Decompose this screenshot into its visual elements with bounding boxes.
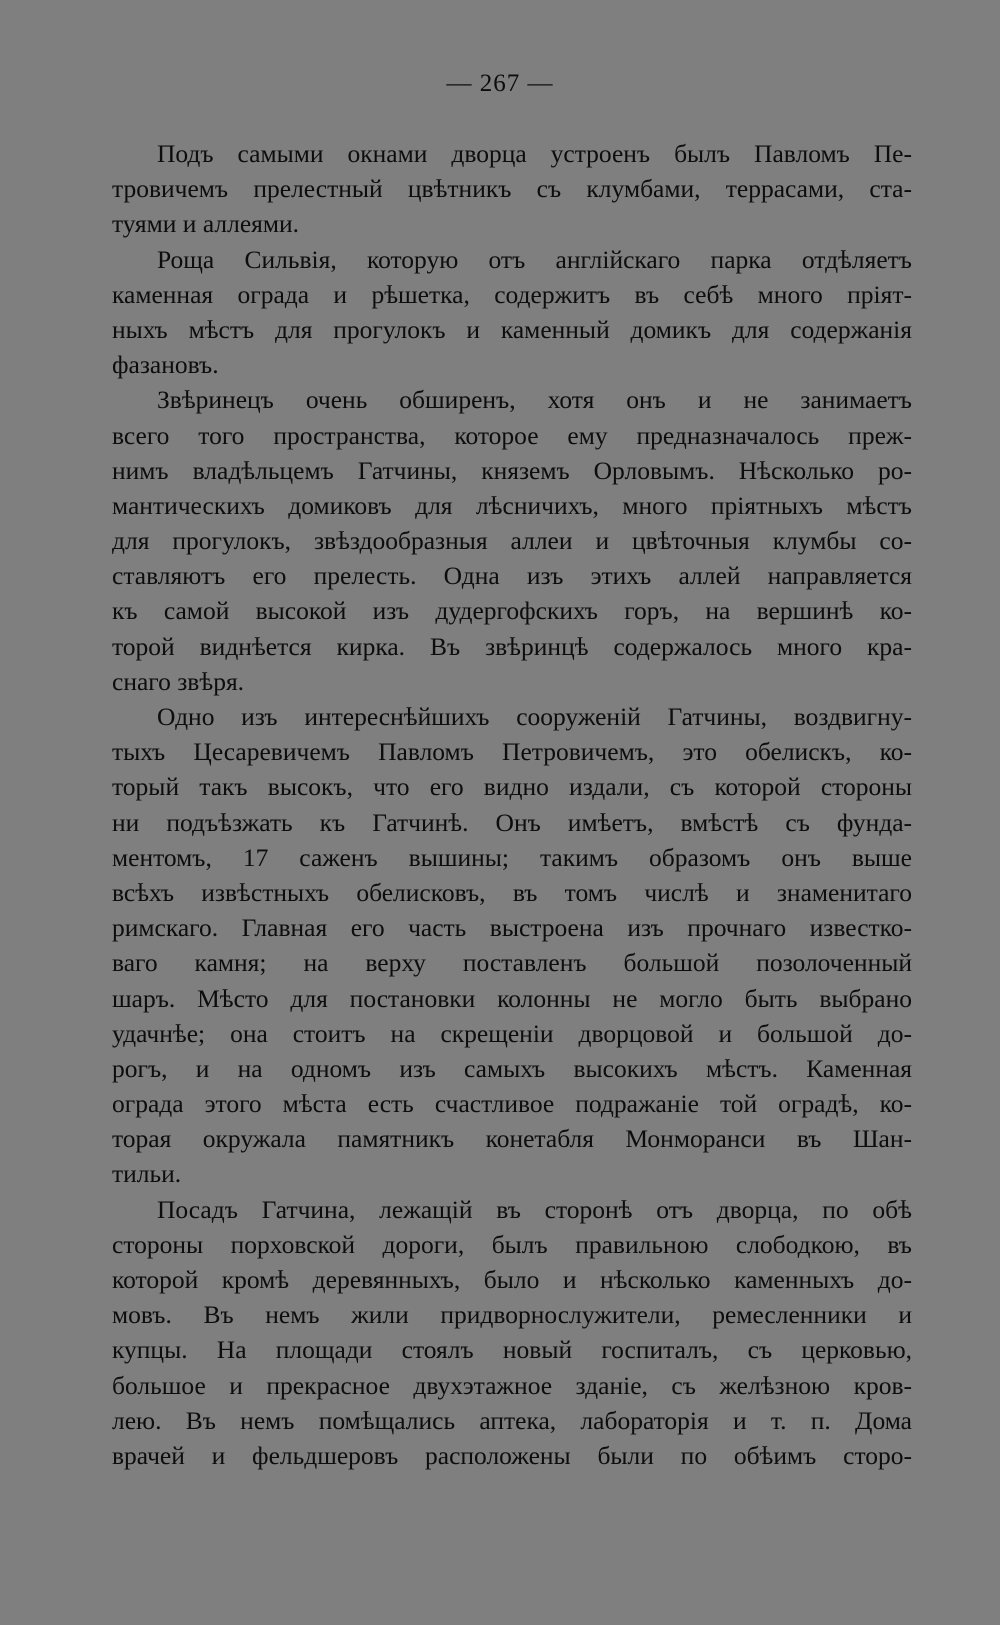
text-line: торый такъ высокъ, что его видно издали, съ которой стороны [112,772,912,802]
text-line: мовъ. Въ немъ жили придворнослужители, ремесленники и [112,1300,912,1330]
text-line: тыхъ Цесаревичемъ Павломъ Петровичемъ, это обелискъ, ко- [112,737,912,767]
text-line: туями и аллеями. [112,209,300,239]
text-line: удачнѣе; она стоитъ на скрещеніи дворцовой и большой до- [112,1018,912,1048]
text-line: снаго звѣря. [112,666,245,696]
text-line: тровичемъ прелестный цвѣтникъ съ клумбами, террасами, ста- [112,174,912,204]
body-text [112,136,912,1473]
text-line: лею. Въ немъ помѣщались аптека, лабораторія и т. п. Дома [112,1405,912,1435]
text-line: ныхъ мѣстъ для прогулокъ и каменный домикъ для содержанія [112,314,912,344]
text-line: Звѣринецъ очень обширенъ, хотя онъ и не занимаетъ [157,385,912,415]
text-line: рогъ, и на одномъ изъ самыхъ высокихъ мѣстъ. Каменная [112,1053,912,1083]
text-line: ментомъ, 17 саженъ вышины; такимъ образомъ онъ выше [112,842,912,872]
text-line: торой виднѣется кирка. Въ звѣринцѣ содержалось много кра- [112,631,912,661]
paragraph [112,242,912,383]
text-line: Роща Сильвія, которую отъ англійскаго парка отдѣляетъ [157,244,912,274]
text-line: которой кромѣ деревянныхъ, было и нѣсколько каменныхъ до- [112,1265,912,1294]
text-line: ставляютъ его прелесть. Одна изъ этихъ аллей направляется [112,561,912,591]
text-line: ваго камня; на верху поставленъ большой позолоченный [112,948,912,978]
text-line: купцы. На площади стоялъ новый госпиталъ, съ церковью, [112,1335,912,1365]
text-line: мантическихъ домиковъ для лѣсничихъ, много пріятныхъ мѣстъ [112,490,912,520]
text-line: римскаго. Главная его часть выстроена изъ прочнаго известко- [112,913,912,943]
text-line: Одно изъ интереснѣйшихъ сооруженій Гатчины, воздвигну- [157,702,912,731]
text-line: шаръ. Мѣсто для постановки колонны не могло быть выбрано [112,983,912,1013]
text-line: къ самой высокой изъ дудергофскихъ горъ, на вершинѣ ко- [112,596,912,626]
text-line: всѣхъ извѣстныхъ обелисковъ, въ томъ числѣ и знаменитаго [112,877,912,907]
text-line: всего того пространства, которое ему предназначалось преж- [112,420,912,450]
text-line: торая окружала памятникъ конетабля Монморанси въ Шан- [112,1124,912,1154]
text-line: большое и прекрасное двухэтажное зданіе, съ желѣзною кров- [112,1370,912,1400]
text-line: стороны порховской дороги, былъ правильною слободкою, въ [112,1229,912,1259]
text-line: нимъ владѣльцемъ Гатчины, княземъ Орловымъ. Нѣсколько ро- [112,455,912,485]
text-line: Посадъ Гатчина, лежащій въ сторонѣ отъ дворца, по обѣ [157,1194,912,1224]
text-line: ограда этого мѣста есть счастливое подражаніе той оградѣ, ко- [112,1089,912,1119]
text-line: тильи. [112,1159,182,1189]
text-line: фазановъ. [112,350,219,380]
paragraph [112,382,912,699]
text-line: Подъ самыми окнами дворца устроенъ былъ Павломъ Пе- [157,139,912,168]
paragraph [112,136,912,242]
page-number: — 267 — [446,70,554,97]
text-line: ни подъѣзжать къ Гатчинѣ. Онъ имѣетъ, вмѣстѣ съ фунда- [112,807,912,837]
text-line: врачей и фельдшеровъ расположены были по обѣимъ сторо- [112,1440,912,1470]
text-line: для прогулокъ, звѣздообразныя аллеи и цвѣточныя клумбы со- [112,526,912,556]
paragraph [112,699,912,1192]
paragraph [112,1192,912,1474]
text-line: каменная ограда и рѣшетка, содержитъ въ себѣ много пріят- [112,279,912,309]
